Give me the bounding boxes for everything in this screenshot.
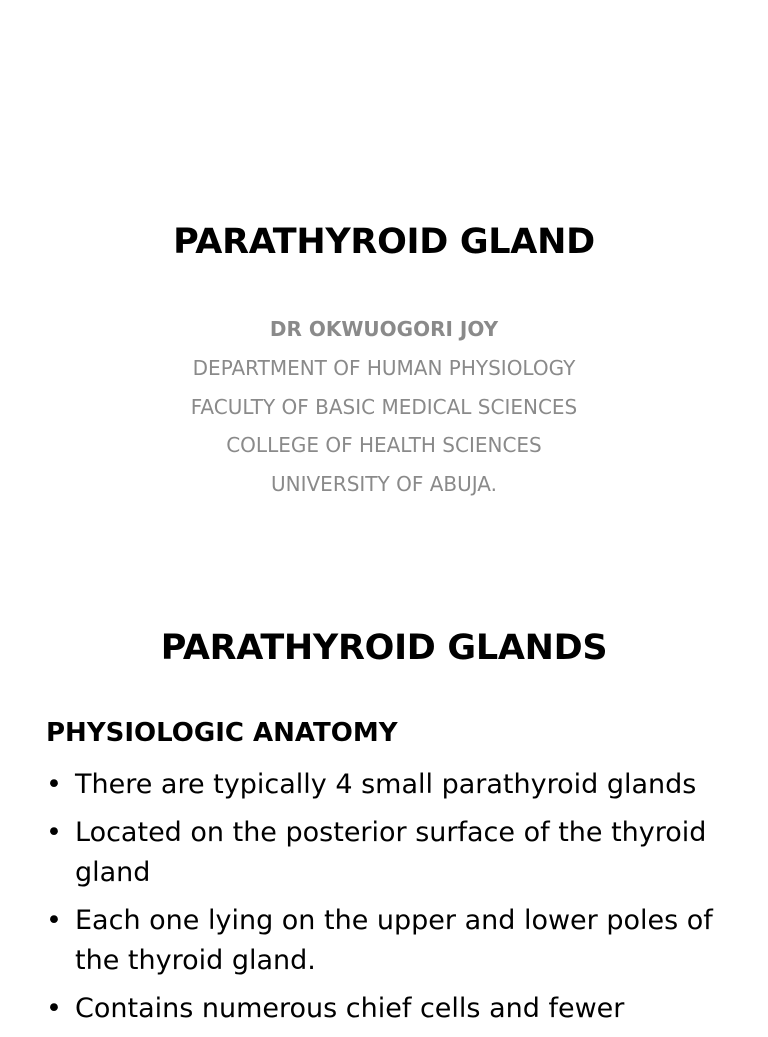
bullet-text: Each one lying on the upper and lower poles of the thyroid gland. — [75, 905, 713, 976]
department-line: DEPARTMENT OF HUMAN PHYSIOLOGY — [192, 355, 576, 380]
faculty-line: FACULTY OF BASIC MEDICAL SCIENCES — [190, 394, 578, 419]
bullet-icon: • — [46, 905, 62, 936]
slide-title: PARATHYROID GLAND — [173, 222, 595, 262]
bullet-text: Located on the posterior surface of the thyroid gland — [75, 817, 707, 888]
university-line: UNIVERSITY OF ABUJA. — [271, 472, 497, 497]
bullet-item — [46, 901, 736, 981]
author-block — [0, 310, 768, 504]
bullet-item — [46, 989, 736, 1029]
content-slide — [0, 576, 768, 1024]
bullet-icon: • — [46, 817, 62, 848]
slide-title: PARATHYROID GLANDS — [160, 628, 608, 668]
bullet-item — [46, 765, 736, 805]
bullet-text: Contains numerous chief cells and fewer — [75, 993, 625, 1024]
college-line: COLLEGE OF HEALTH SCIENCES — [226, 433, 542, 458]
bullet-text: There are typically 4 small parathyroid glands — [75, 769, 697, 800]
author-name: DR OKWUOGORI JOY — [269, 317, 499, 341]
bullet-icon: • — [46, 993, 62, 1024]
bullet-list — [46, 765, 736, 1037]
bullet-icon: • — [46, 769, 62, 800]
bullet-item — [46, 813, 736, 893]
section-heading: PHYSIOLOGIC ANATOMY — [46, 718, 398, 748]
